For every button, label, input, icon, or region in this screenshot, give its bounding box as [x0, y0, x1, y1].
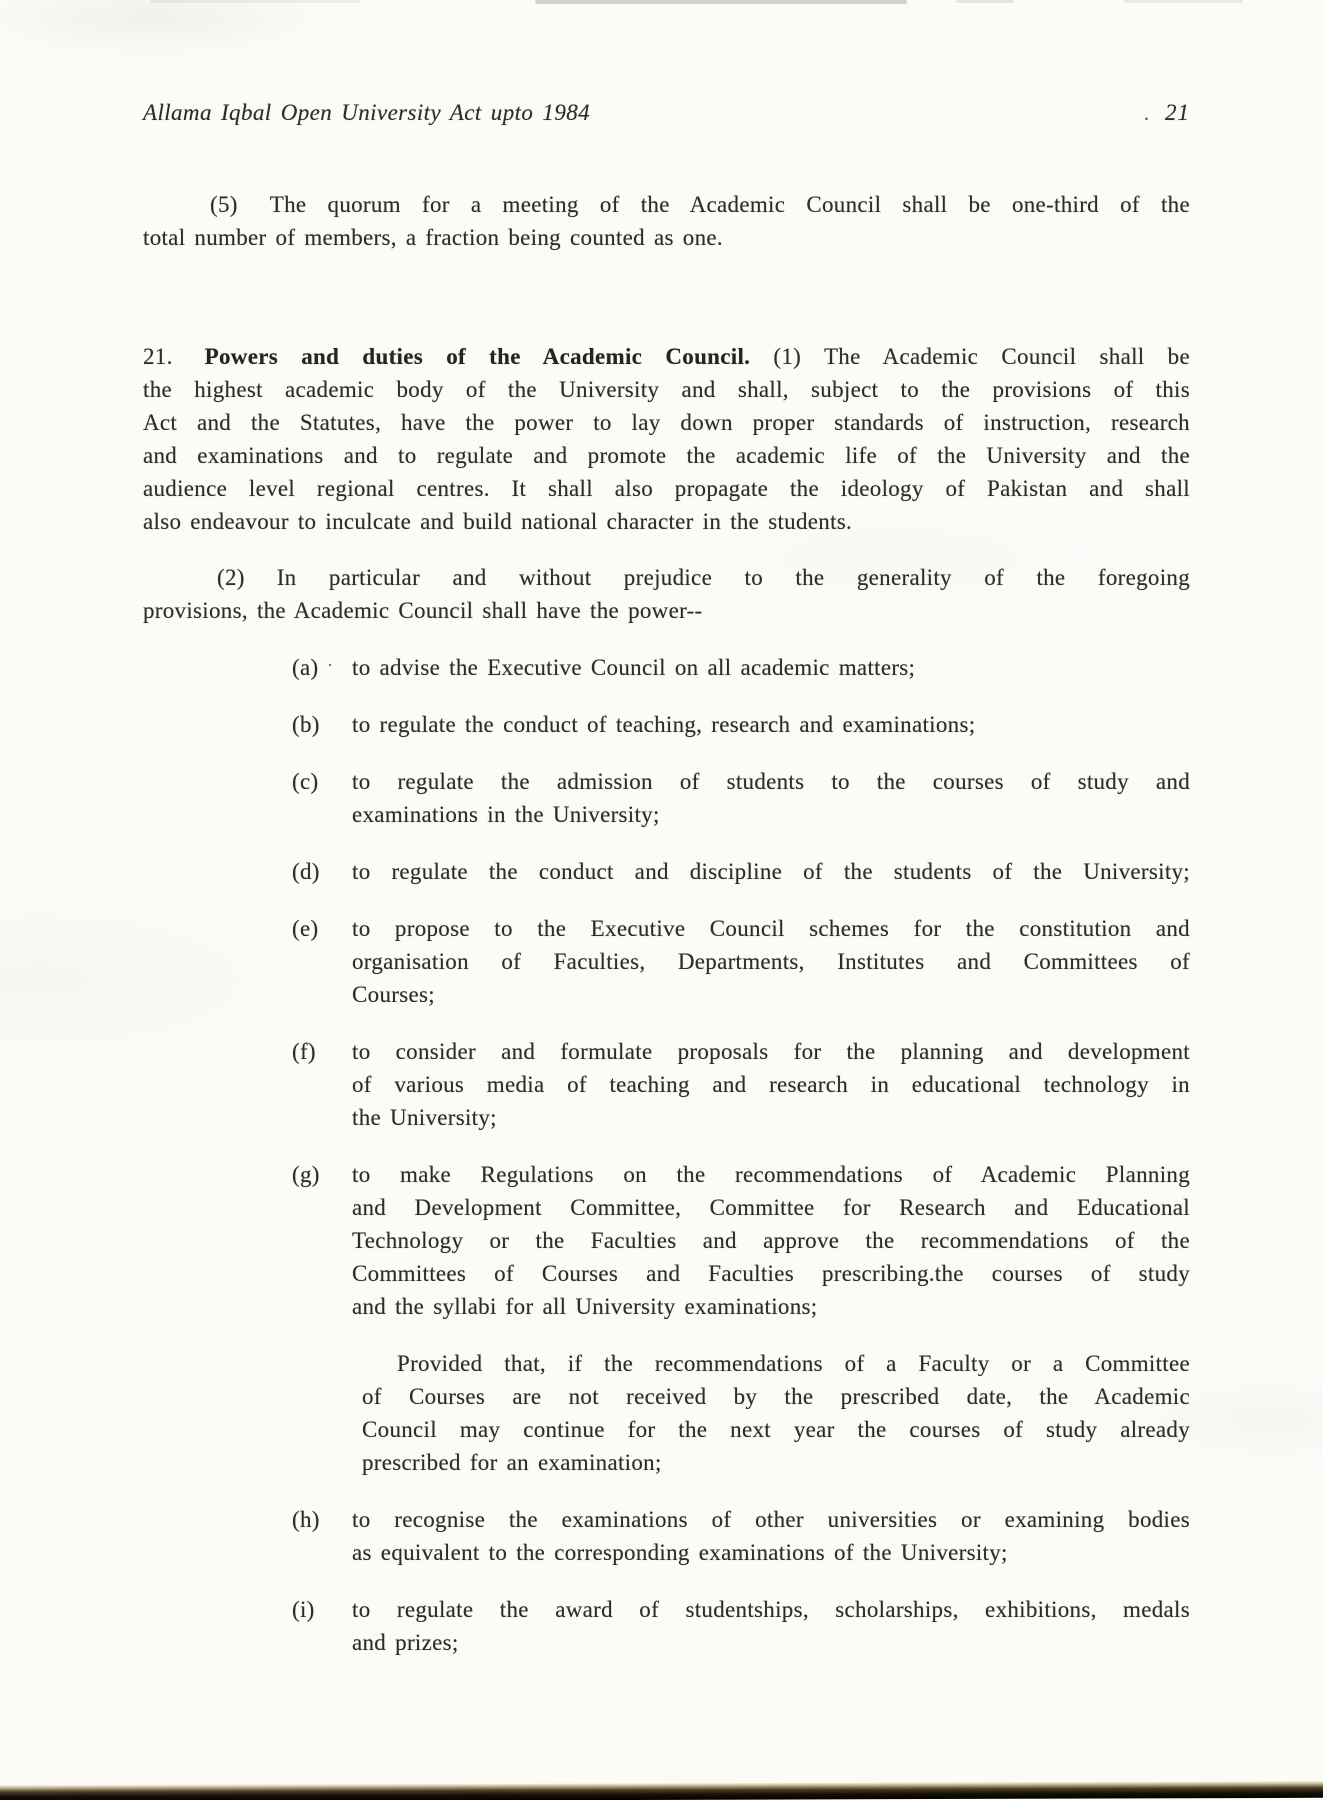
paragraph-line: examinations in the University; — [352, 802, 660, 827]
paragraph-text: to regulate the admission of students to the courses of study and — [352, 769, 1190, 794]
paragraph-text: to regulate the award of studentships, scholarships, exhibitions, medals — [352, 1597, 1190, 1622]
paragraph-line: Committees of Courses and Faculties prescribing.the courses of study — [352, 1261, 1190, 1286]
item-label: (c) — [292, 769, 319, 794]
page-content — [0, 96, 1323, 1659]
list-item-c — [143, 765, 1190, 831]
section-21-paragraph — [143, 340, 1190, 538]
list-item-e — [143, 912, 1190, 1011]
item-label: (d) — [292, 859, 320, 884]
paragraph-line: and examinations and to regulate and promote the academic life of the University and the — [143, 443, 1190, 468]
running-title: Allama Iqbal Open University Act upto 1984 — [143, 100, 591, 125]
paragraph-line — [143, 188, 1190, 221]
paragraph-text: In particular and without prejudice to the generality of the foregoing — [276, 565, 1190, 590]
clause-5-paragraph — [143, 188, 1190, 254]
paragraph-line — [292, 708, 1190, 741]
scan-edge-bar — [0, 1781, 1323, 1800]
page-number — [1144, 96, 1190, 131]
paragraph-line — [292, 1593, 1190, 1626]
scan-artifact-streak — [535, 0, 907, 4]
clause-label: (2) — [217, 565, 245, 590]
paragraph-line — [292, 1503, 1190, 1536]
paragraph-text: to recognise the examinations of other universities or examining bodies — [352, 1507, 1190, 1532]
paragraph-line — [292, 651, 1190, 684]
paragraph-line — [292, 1035, 1190, 1068]
paragraph-line: and prizes; — [352, 1630, 459, 1655]
paragraph-line: Council may continue for the next year the courses of study already — [362, 1417, 1190, 1442]
paragraph-line: Courses; — [352, 982, 435, 1007]
list-item-i — [143, 1593, 1190, 1659]
list-item-b — [143, 708, 1190, 741]
paragraph-line — [292, 912, 1190, 945]
paragraph-line: audience level regional centres. It shall also propagate the ideology of Pakistan and shall — [143, 476, 1190, 501]
paragraph-line — [292, 855, 1190, 888]
paragraph-line: prescribed for an examination; — [362, 1450, 662, 1475]
scan-artifact-streak — [956, 0, 1014, 3]
paragraph-text: to propose to the Executive Council schemes for the constitution and — [352, 916, 1190, 941]
paragraph-line: organisation of Faculties, Departments, Institutes and Committees of — [352, 949, 1190, 974]
page-header — [143, 96, 1190, 131]
paragraph-line — [292, 765, 1190, 798]
list-item-g — [143, 1158, 1190, 1323]
list-item-f — [143, 1035, 1190, 1134]
paragraph-text: to make Regulations on the recommendations of Academic Planning — [352, 1162, 1190, 1187]
paragraph-text: to regulate the conduct of teaching, research and examinations; — [352, 712, 976, 737]
page-number-value: 21 — [1165, 100, 1190, 125]
paragraph-line: the University; — [352, 1105, 497, 1130]
paragraph-line: of various media of teaching and research in educational technology in — [352, 1072, 1190, 1097]
paragraph-line: and the syllabi for all University examinations; — [352, 1294, 818, 1319]
item-label: (i) — [292, 1597, 315, 1622]
paragraph-line: Act and the Statutes, have the power to lay down proper standards of instruction, research — [143, 410, 1190, 435]
item-label: (g) — [292, 1162, 320, 1187]
paragraph-line: as equivalent to the corresponding examinations of the University; — [352, 1540, 1008, 1565]
paragraph-text: The quorum for a meeting of the Academic Council shall be one-third of the — [269, 192, 1190, 217]
item-label: (h) — [292, 1507, 320, 1532]
paragraph-line: provisions, the Academic Council shall have the power-- — [143, 598, 703, 623]
stray-dot: . — [1144, 103, 1149, 125]
paragraph-line: Provided that, if the recommendations of a Faculty or a Committee — [397, 1351, 1190, 1376]
item-label: (e) — [292, 916, 319, 941]
clause-label: (5) — [210, 192, 238, 217]
paragraph-text: to advise the Executive Council on all academic matters; — [352, 655, 916, 680]
item-label: (f) — [292, 1039, 316, 1064]
paragraph-text: to regulate the conduct and discipline of the students of the University; — [352, 859, 1190, 884]
paragraph-line — [143, 340, 1190, 373]
list-item-a — [143, 651, 1190, 684]
section-heading: Powers and duties of the Academic Council. — [204, 344, 751, 369]
item-label: (a) — [292, 655, 319, 680]
scan-artifact-streak — [150, 0, 360, 3]
section-number: 21. — [143, 344, 173, 369]
paragraph-text: (1) The Academic Council shall be — [773, 344, 1190, 369]
paragraph-line — [292, 1158, 1190, 1191]
paragraph-line — [143, 561, 1190, 594]
paragraph-line: of Courses are not received by the prescribed date, the Academic — [362, 1384, 1190, 1409]
paragraph-line: the highest academic body of the University and shall, subject to the provisions of this — [143, 377, 1190, 402]
list-item-h — [143, 1503, 1190, 1569]
list-item-d — [143, 855, 1190, 888]
stray-dot: · — [327, 655, 334, 675]
paragraph-text: to consider and formulate proposals for the planning and development — [352, 1039, 1190, 1064]
scan-artifact-streak — [1123, 0, 1243, 3]
paragraph-line: Technology or the Faculties and approve the recommendations of the — [352, 1228, 1190, 1253]
proviso-paragraph — [143, 1347, 1190, 1479]
paragraph-line: total number of members, a fraction being counted as one. — [143, 225, 723, 250]
item-label: (b) — [292, 712, 320, 737]
paragraph-line: also endeavour to inculcate and build national character in the students. — [143, 509, 853, 534]
clause-2-paragraph — [143, 561, 1190, 627]
paragraph-line: and Development Committee, Committee for Research and Educational — [352, 1195, 1190, 1220]
